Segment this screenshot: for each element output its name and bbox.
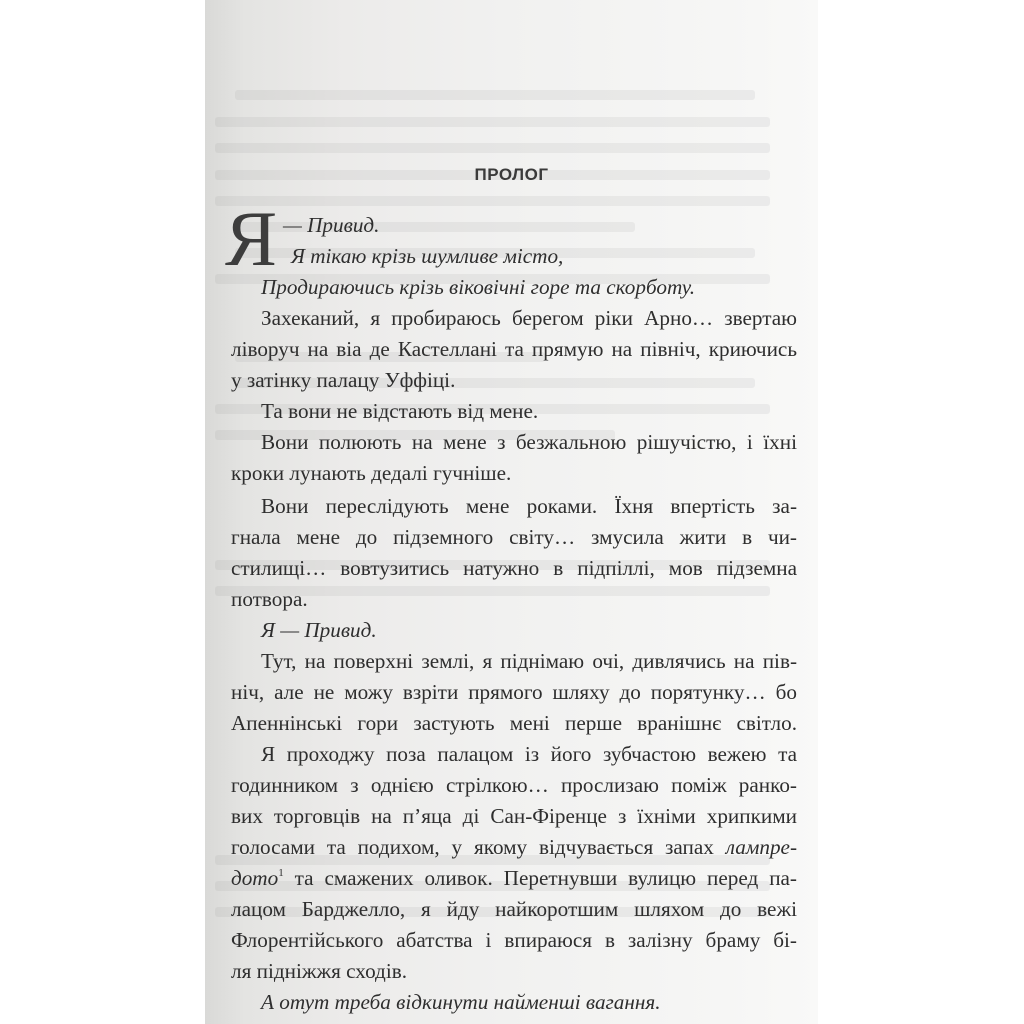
text-line: Я тікаю крізь шумливе місто, [291, 244, 564, 268]
text-line: гнала мене до підземного світу… змусила жити в чи- [231, 525, 797, 549]
text-line: Я проходжу поза палацом із його зубчастою вежею та [261, 742, 797, 766]
book-page [205, 0, 818, 1024]
text-line: ля підніжжя сходів. [231, 959, 408, 983]
text-line: Вони переслідують мене роками. Їхня впертість за- [261, 494, 797, 518]
text-line: потвора. [231, 587, 308, 611]
text-line: Флорентійського абатства і впираюся в залізну браму бі- [231, 928, 797, 952]
text-line: Захеканий, я пробираюсь берегом ріки Арно… звертаю [261, 306, 797, 330]
text-line: ліворуч на віа де Кастеллані та прямую на північ, криючись [231, 337, 797, 361]
text-line: Я — Привид. [261, 618, 377, 642]
text-line: — Привид. [283, 213, 380, 237]
drop-cap: Я [225, 195, 278, 282]
text-line: лацом Барджелло, я йду найкоротшим шляхом до вежі [231, 897, 797, 921]
text-line: у затінку палацу Уффіці. [231, 368, 456, 392]
text-line: Та вони не відстають від мене. [261, 399, 539, 423]
italic-term: дото [231, 866, 279, 890]
footnote-ref[interactable]: 1 [278, 867, 284, 879]
text-line [231, 863, 797, 894]
text-line: кроки лунають дедалі гучніше. [231, 461, 512, 485]
text-line: Тут, на поверхні землі, я піднімаю очі, дивлячись на пів- [261, 649, 797, 673]
italic-term: лампре- [725, 835, 797, 859]
text-line: А отут треба відкинути найменші вагання. [261, 990, 661, 1014]
text-line: ніч, але не можу взріти прямого шляху до порятунку… бо [231, 680, 797, 704]
chapter-title: ПРОЛОГ [474, 165, 549, 184]
text-span: голосами та подихом, у якому відчувається запах [231, 835, 726, 859]
text-line: Продираючись крізь віковічні горе та скорботу. [261, 275, 696, 299]
text-line: вих торговців на п’яца ді Сан-Фіренце з їхніми хрипкими [231, 804, 797, 828]
text-line: стилищі… вовтузитись натужно в підпіллі, мов підземна [231, 556, 797, 580]
text-line: Вони полюють на мене з безжальною рішучістю, і їхні [261, 430, 797, 454]
text-line: Апеннінські гори застують мені перше вранішнє світло. [231, 711, 797, 735]
text-span: та смажених оливок. Перетнувши вулицю перед па- [283, 866, 797, 890]
text-line [231, 832, 797, 863]
text-line: годинником з однією стрілкою… прослизаю поміж ранко- [231, 773, 797, 797]
